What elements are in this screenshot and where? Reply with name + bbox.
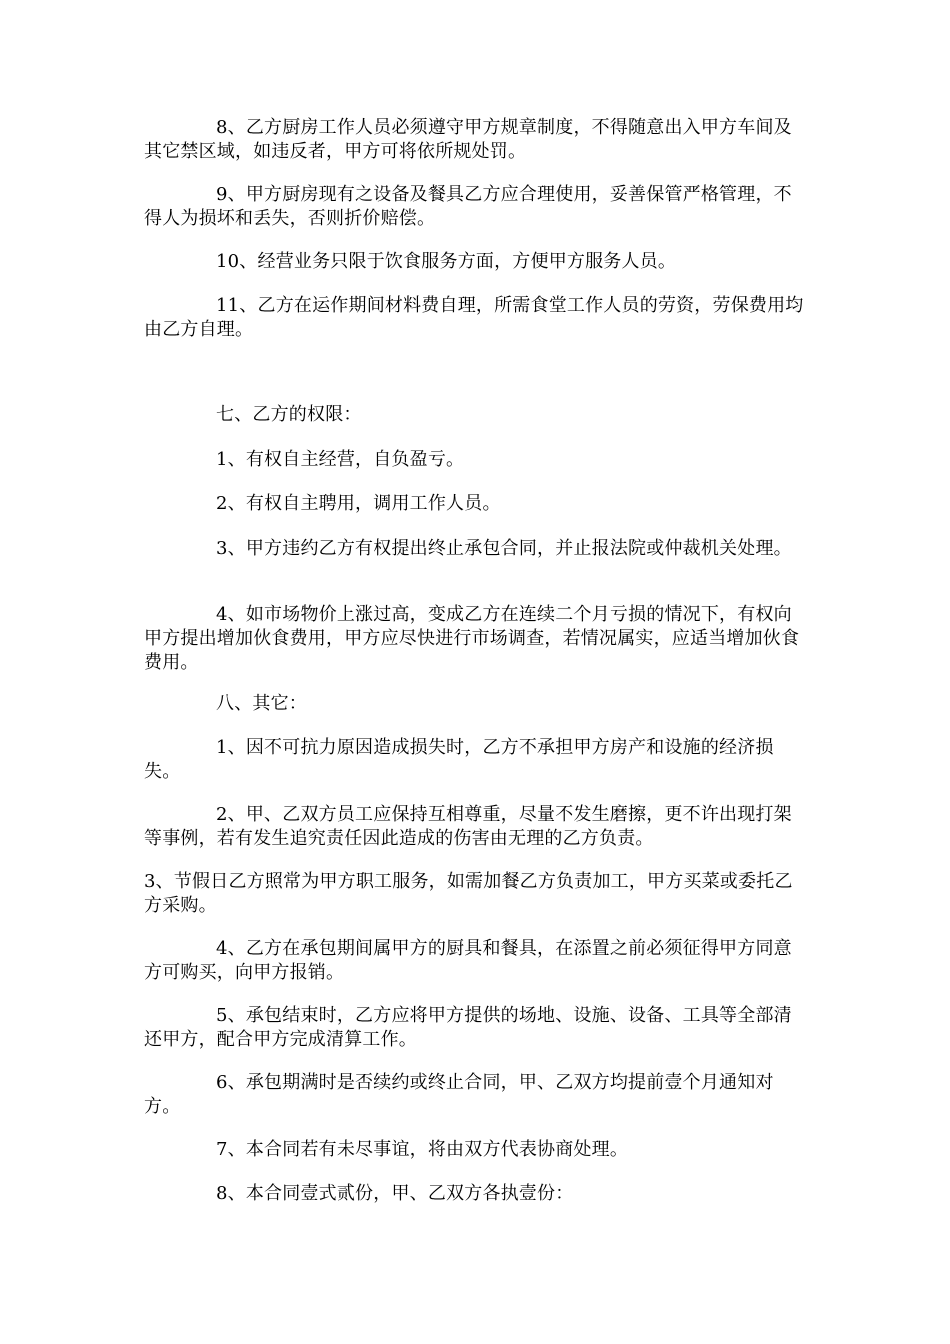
clause-paragraph: 1、因不可抗力原因造成损失时，乙方不承担甲方房产和设施的经济损失。 [144, 737, 774, 782]
clause-paragraph: 2、甲、乙双方员工应保持互相尊重，尽量不发生磨擦，更不许出现打架等事例，若有发生追究责任因此造成的伤害由无理的乙方负责。 [144, 804, 792, 849]
clause-paragraph: 4、如市场物价上涨过高，变成乙方在连续二个月亏损的情况下，有权向甲方提出增加伙食费用，甲方应尽快进行市场调查，若情况属实，应适当增加伙食费用。 [144, 604, 800, 673]
clause-paragraph: 3、甲方违约乙方有权提出终止承包合同，并止报法院或仲裁机关处理。 [216, 538, 792, 559]
clause-paragraph: 11、乙方在运作期间材料费自理，所需食堂工作人员的劳资，劳保费用均由乙方自理。 [144, 295, 804, 340]
clause-paragraph: 1、有权自主经营，自负盈亏。 [216, 449, 465, 470]
clause-paragraph: 5、承包结束时，乙方应将甲方提供的场地、设施、设备、工具等全部清还甲方，配合甲方完成清算工作。 [144, 1005, 792, 1050]
clause-paragraph: 4、乙方在承包期间属甲方的厨具和餐具，在添置之前必须征得甲方同意方可购买，向甲方报销。 [144, 938, 792, 983]
clause-paragraph: 2、有权自主聘用，调用工作人员。 [216, 493, 501, 514]
clause-paragraph: 8、本合同壹式贰份，甲、乙双方各执壹份： [216, 1183, 574, 1204]
clause-paragraph: 8、乙方厨房工作人员必须遵守甲方规章制度，不得随意出入甲方车间及其它禁区域，如违反者，甲方可将依所规处罚。 [144, 117, 792, 162]
clause-paragraph: 9、甲方厨房现有之设备及餐具乙方应合理使用，妥善保管严格管理，不得人为损坏和丢失，否则折价赔偿。 [144, 184, 792, 229]
clause-paragraph: 7、本合同若有未尽事谊，将由双方代表协商处理。 [216, 1139, 629, 1160]
section-heading: 七、乙方的权限： [216, 404, 362, 425]
clause-paragraph: 6、承包期满时是否续约或终止合同，甲、乙双方均提前壹个月通知对方。 [144, 1072, 774, 1117]
clause-paragraph: 3、节假日乙方照常为甲方职工服务，如需加餐乙方负责加工，甲方买菜或委托乙方采购。 [144, 871, 793, 916]
clause-paragraph: 10、经营业务只限于饮食服务方面，方便甲方服务人员。 [216, 251, 677, 272]
section-heading: 八、其它： [216, 693, 307, 714]
